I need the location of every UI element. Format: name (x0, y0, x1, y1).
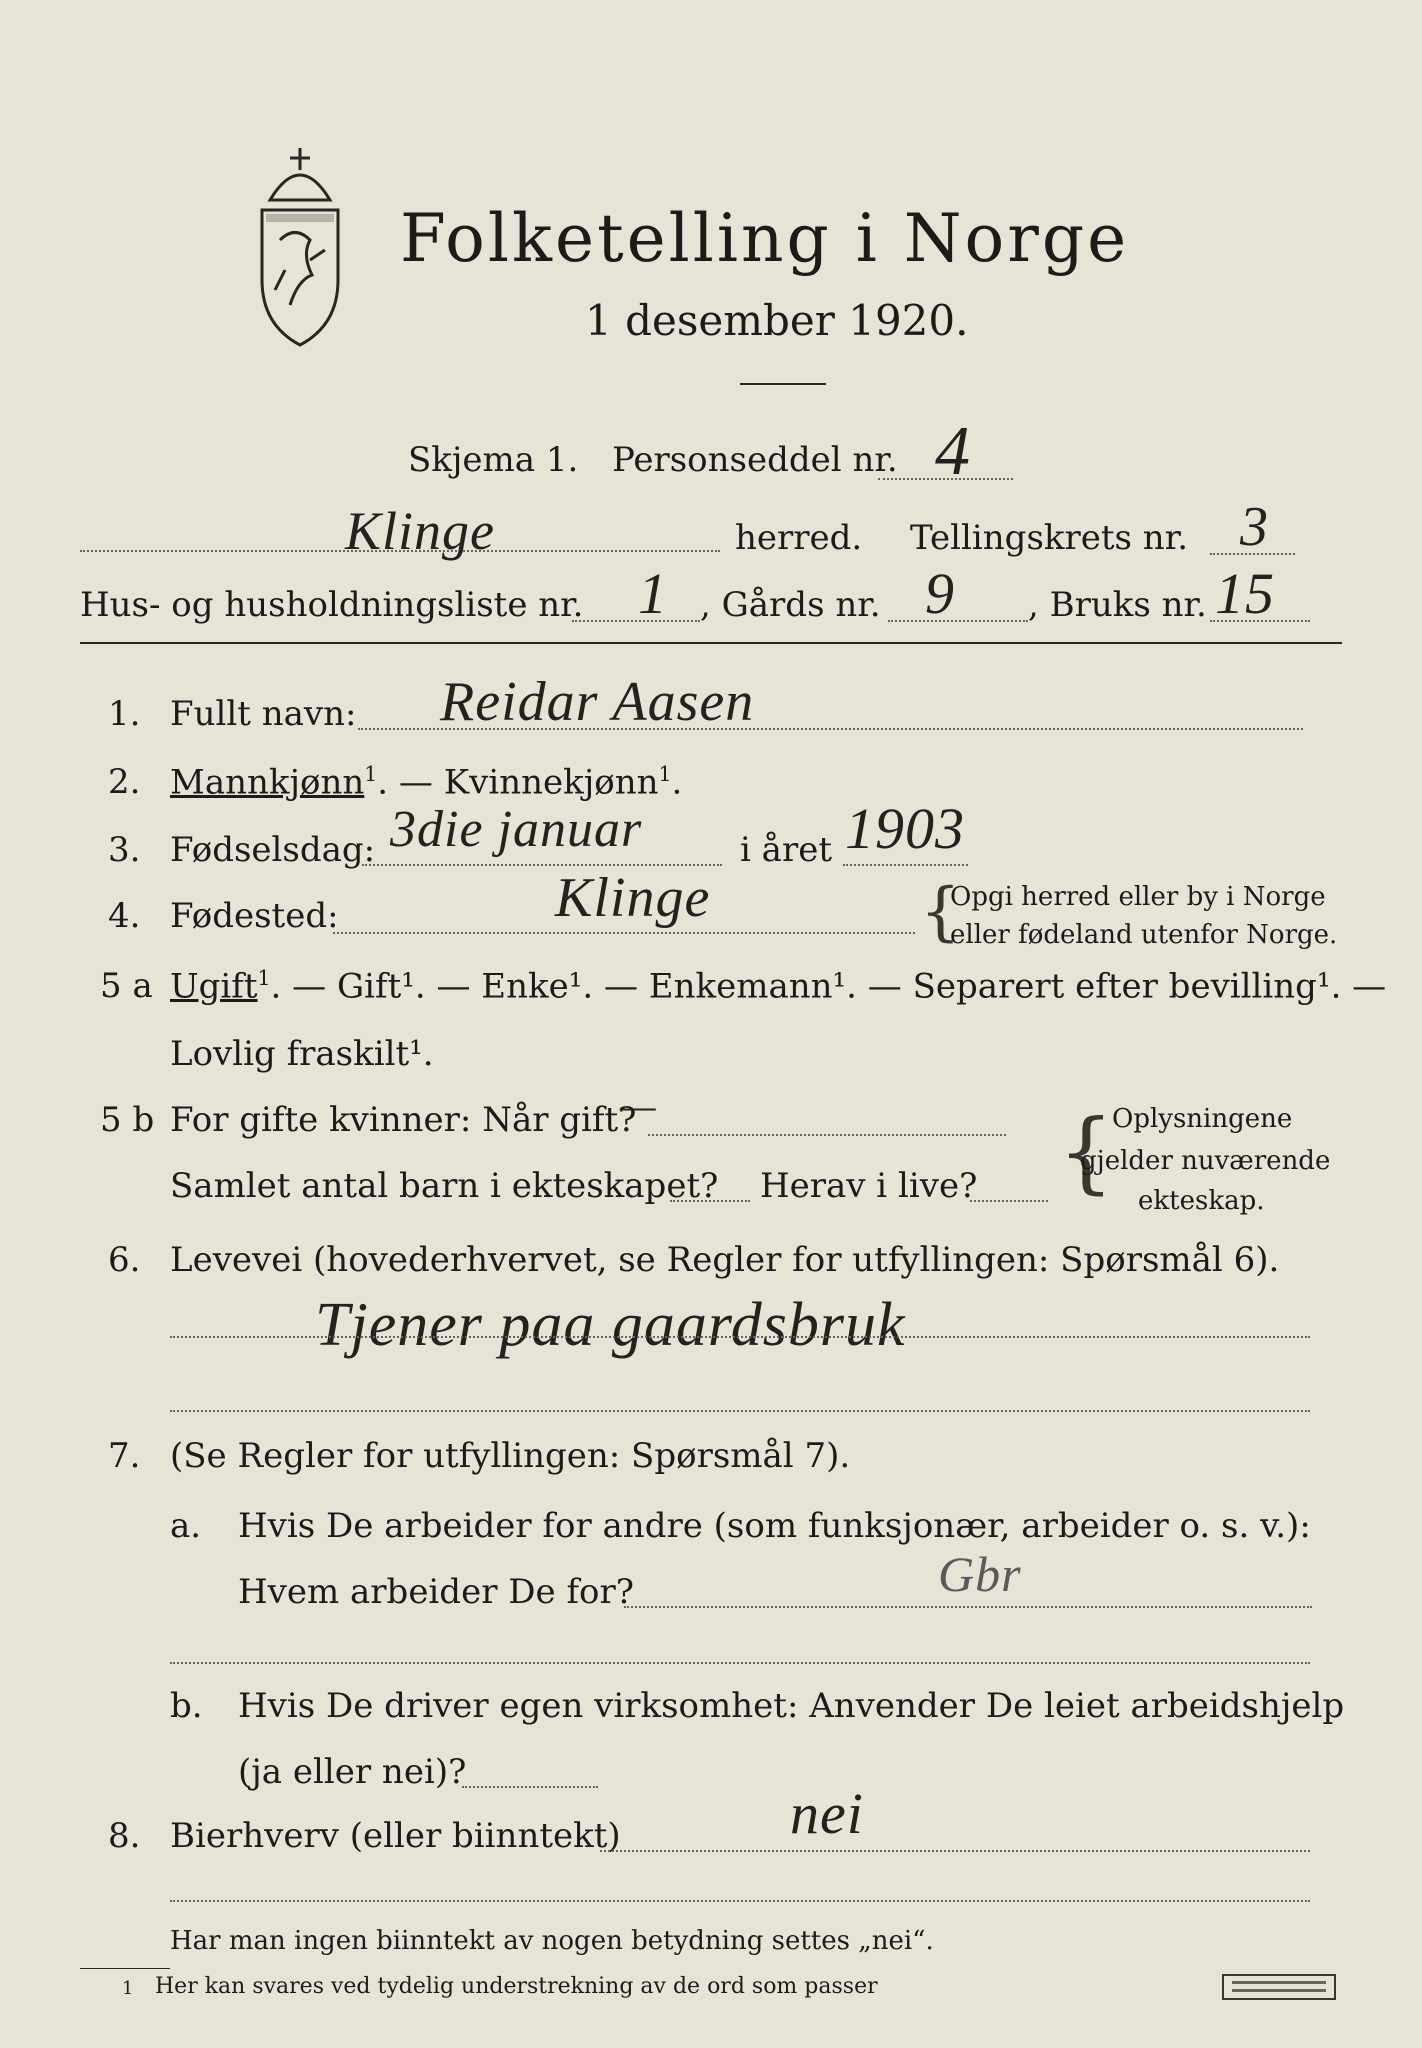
q5b-number: 5 b (100, 1100, 155, 1140)
q5a-number: 5 a (100, 966, 153, 1006)
q7-number: 7. (108, 1436, 141, 1476)
q8-line (600, 1850, 1310, 1852)
q7a-extra-line (170, 1662, 1310, 1664)
q8-value[interactable]: nei (790, 1781, 864, 1846)
q1-value[interactable]: Reidar Aasen (440, 671, 755, 733)
q6-number: 6. (108, 1240, 141, 1280)
q7b-answer-line (462, 1786, 598, 1788)
q5a-ugift-option[interactable]: Ugift (170, 966, 258, 1007)
q6-line2 (170, 1410, 1310, 1412)
q5b-brace: { (1058, 1100, 1114, 1203)
q5b-alive-line (970, 1200, 1048, 1202)
husholdning-value[interactable]: 1 (638, 561, 668, 626)
q3-number: 3. (108, 830, 141, 870)
gards-label: , Gårds nr. (700, 585, 881, 625)
q3-value[interactable]: 3die januar (390, 801, 643, 858)
q1-label: Fullt navn: (170, 694, 357, 734)
title-divider (740, 383, 826, 385)
husholdning-line (572, 620, 700, 622)
q2-separator: — (398, 762, 433, 803)
q7a-label: Hvis De arbeider for andre (som funksjonær, arbeider o. s. v.): (238, 1506, 1311, 1546)
bruks-label: , Bruks nr. (1028, 585, 1207, 625)
q4-line (333, 932, 915, 934)
q3-label: Fødselsdag: (170, 830, 376, 870)
q7a-value[interactable]: Gbr (938, 1546, 1022, 1602)
gards-line (888, 620, 1028, 622)
herred-value[interactable]: Klinge (345, 501, 495, 561)
q7b-label: Hvis De driver egen virksomhet: Anvender De leiet arbeidshjelp (238, 1686, 1345, 1726)
gards-value[interactable]: 9 (925, 561, 955, 626)
printer-stamp-icon (1222, 1974, 1336, 2000)
q4-note-line1: Opgi herred eller by i Norge (950, 882, 1326, 912)
q7b-letter: b. (170, 1686, 203, 1726)
q5b-children-label: Samlet antal barn i ekteskapet? (170, 1166, 719, 1206)
q1-number: 1. (108, 694, 141, 734)
q4-note-line2: eller fødeland utenfor Norge. (950, 920, 1338, 950)
q4-brace: { (920, 875, 961, 949)
tellingskrets-label: Tellingskrets nr. (910, 518, 1189, 558)
q2-number: 2. (108, 762, 141, 802)
form-date: 1 desember 1920. (585, 296, 969, 345)
q6-value[interactable]: Tjener paa gaardsbruk (315, 1291, 906, 1359)
q2-options: Mannkjønn$^1$. — Kvinnekjønn$^1$. (170, 762, 683, 803)
q5b-note-line3: ekteskap. (1138, 1186, 1265, 1216)
q7b-line2: (ja eller nei)? (238, 1752, 467, 1792)
q5b-note-line2: gjelder nuværende (1080, 1146, 1331, 1176)
q8-extra-line (170, 1900, 1310, 1902)
q7-label: (Se Regler for utfyllingen: Spørsmål 7). (170, 1436, 851, 1476)
q5b-alive-label: Herav i live? (760, 1166, 978, 1206)
q8-label: Bierhverv (eller biinntekt) (170, 1816, 621, 1856)
q4-value[interactable]: Klinge (555, 867, 711, 929)
q5a-options-line: Ugift$^1$. — Gift¹. — Enke¹. — Enkemann¹. — Separert efter bevilling¹. — (170, 966, 1387, 1007)
q5b-label: For gifte kvinner: Når gift? (170, 1100, 637, 1140)
form-title: Folketelling i Norge (400, 200, 1130, 277)
header-divider (80, 642, 1342, 644)
q5b-children-line (670, 1200, 750, 1202)
norway-coat-of-arms-icon (240, 130, 360, 350)
q5a-line2[interactable]: Lovlig fraskilt¹. (170, 1034, 434, 1074)
footnote-rule (80, 1968, 170, 1969)
personseddel-label: Personseddel nr. (612, 440, 898, 480)
q5b-value[interactable]: — (620, 1083, 657, 1128)
q5b-married-line (648, 1134, 1006, 1136)
footnote-text: Her kan svares ved tydelig understrekning av de ord som passer (155, 1974, 878, 1999)
q7a-letter: a. (170, 1506, 202, 1546)
q6-line1 (170, 1336, 1310, 1338)
q2-female-option[interactable]: Kvinnekjønn (443, 762, 659, 803)
husholdning-label: Hus- og husholdningsliste nr. (80, 585, 584, 625)
herred-label: herred. (735, 518, 863, 558)
q3-year-label: i året (740, 830, 832, 870)
q3-year-value[interactable]: 1903 (845, 796, 965, 861)
personseddel-value[interactable]: 4 (935, 413, 971, 490)
q5a-other-options[interactable]: — Gift¹. — Enke¹. — Enkemann¹. — Separert efter bevilling¹. — (292, 966, 1387, 1007)
q6-label: Levevei (hovederhvervet, se Regler for utfyllingen: Spørsmål 6). (170, 1240, 1280, 1280)
schema-label: Skjema 1. (408, 440, 579, 480)
q7a-who-label: Hvem arbeider De for? (238, 1572, 634, 1612)
q4-number: 4. (108, 896, 141, 936)
footnote-mark: 1 (122, 1978, 134, 1999)
footer-note: Har man ingen biinntekt av nogen betydning settes „nei“. (170, 1926, 934, 1956)
q7a-who-line (624, 1606, 1312, 1608)
q8-number: 8. (108, 1816, 141, 1856)
q2-male-option[interactable]: Mannkjønn (170, 762, 365, 803)
q4-label: Fødested: (170, 896, 339, 936)
q3-year-line (843, 864, 968, 866)
tellingskrets-value[interactable]: 3 (1240, 496, 1269, 558)
q5b-note-line1: Oplysningene (1112, 1104, 1293, 1134)
bruks-value[interactable]: 15 (1215, 561, 1275, 626)
